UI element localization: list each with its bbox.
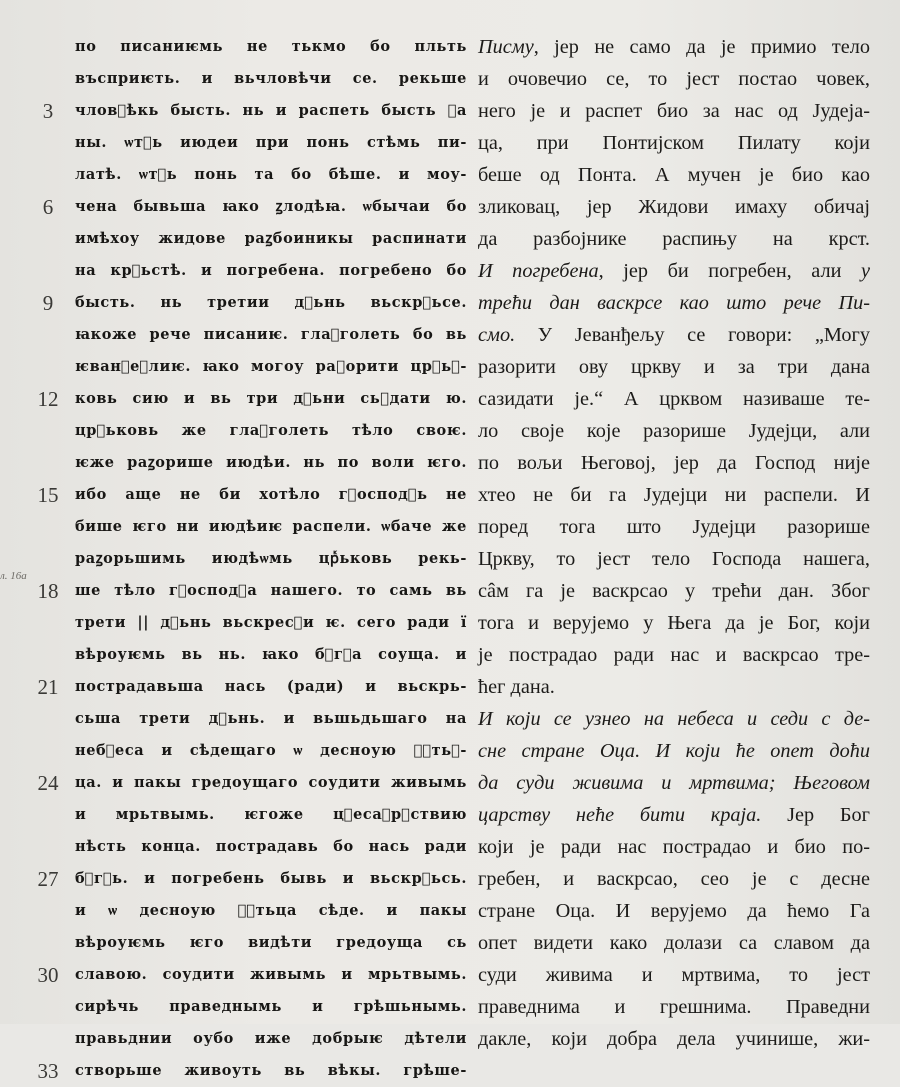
slavonic-text-line: ца. и пакы гредоущаго соудити живымь (75, 774, 467, 791)
serbian-text-line (478, 383, 870, 415)
serbian-text-line (478, 511, 870, 543)
text-segment: разорити ову цркву и за три дана (478, 356, 870, 378)
text-segment: по вољи Његовој, јер да Господ није (478, 452, 870, 474)
slavonic-text-line: на крⷮьстѣ. и погребена. погребено бо (75, 262, 467, 279)
text-segment: сазидати је.“ А црквом називаше те- (478, 388, 870, 410)
line-number: 27 (37, 867, 59, 891)
serbian-text-line (478, 31, 870, 63)
line-number: 30 (37, 963, 59, 987)
slavonic-text-line: сьша трети дⷮьнь. и вьшьдьшаго на (75, 710, 467, 727)
slavonic-text-line: ковь сию и вь три дⷮьни сьꙁдати ю. (75, 390, 467, 407)
italic-creed-segment: Писму (478, 36, 534, 58)
slavonic-text-line: раꙁорьшимь июдѣѡмь црⷦьковь рекь- (75, 550, 467, 567)
line-number: 24 (37, 771, 59, 795)
line-number: 21 (37, 675, 59, 699)
slavonic-text-line: ꙗкоже рече писаниѥ. глаⷭголеть бо вь (75, 326, 467, 343)
text-segment: опет видети како долази са славом да (478, 932, 870, 954)
text-segment: праведнима и грешнима. Праведни (478, 996, 870, 1018)
serbian-text-line (478, 607, 870, 639)
folio-margin-note: л. 16а (0, 570, 27, 582)
slavonic-text-line: бⷪгⷪь. и погребень бывь и вьскрⷮьсь. (75, 870, 467, 887)
italic-creed-segment: да суди живима и мртвима; Његовом (478, 772, 870, 794)
serbian-text-line (478, 959, 870, 991)
slavonic-text-line: вѣроуѥмь ѥго видѣти гредоуща сь (75, 934, 467, 951)
slavonic-text-line: имѣхоу жидове раꙁбоиникы распинати (75, 230, 467, 247)
serbian-text-line (478, 159, 870, 191)
text-segment: и очовечио се, то јест постао човек, (478, 68, 870, 90)
text-segment: је пострадао ради нас и васкрсао тре- (478, 644, 870, 666)
serbian-text-line (478, 191, 870, 223)
slavonic-text-line: правьднии оубо иже добрыѥ дѣтели (75, 1030, 467, 1047)
slavonic-text-line: вѣроуѥмь вь нь. ꙗко бⷪгⷪа соуща. и (75, 646, 467, 663)
text-segment: У Јеванђељу се говори: „Могу (515, 324, 870, 346)
slavonic-text-line: латѣ. ѡтⷮь понь та бо бѣше. и моу- (75, 166, 467, 183)
serbian-text-line (478, 863, 870, 895)
serbian-text-line (478, 639, 870, 671)
serbian-text-line (478, 831, 870, 863)
italic-creed-segment: у (860, 260, 870, 282)
serbian-text-line (478, 479, 870, 511)
serbian-text-line (478, 287, 870, 319)
slavonic-text-line: трети || дⷮьнь вьскресⷭи ѥ. сего ради ї (75, 614, 467, 631)
serbian-translation-column (478, 31, 870, 1055)
text-segment: сâм га је васкрсао у трећи дан. Због (478, 580, 870, 602)
line-number: 12 (37, 387, 59, 411)
serbian-text-line (478, 319, 870, 351)
serbian-text-line (478, 351, 870, 383)
slavonic-text-line: и мрьтвымь. ѥгоже цⷭесаⷭрⷭствию (75, 806, 467, 823)
text-segment: ца, при Понтијском Пилату који (478, 132, 870, 154)
text-segment: , јер би погребен, али (598, 260, 861, 282)
text-segment: суди живима и мртвима, то јест (478, 964, 870, 986)
church-slavonic-column (75, 31, 467, 1087)
line-number: 6 (42, 195, 54, 219)
serbian-text-line (478, 95, 870, 127)
serbian-text-line (478, 447, 870, 479)
text-segment: који је ради нас пострадао и био по- (478, 836, 870, 858)
serbian-text-line (478, 799, 870, 831)
text-segment: беше од Понта. А мучен је био као (478, 164, 870, 186)
line-number: 18 (37, 579, 59, 603)
slavonic-text-line: створьше живоуть вь вѣкы. грѣше- (75, 1062, 467, 1079)
slavonic-text-line: ше тѣло гⷭосподⷭа нашего. то самь вь (75, 582, 467, 599)
serbian-text-line (478, 927, 870, 959)
italic-creed-segment: трећи дан васкрсе као што рече Пи- (478, 292, 870, 314)
text-segment: Цркву, то јест тело Господа нашега, (478, 548, 870, 570)
line-number: 15 (37, 483, 59, 507)
serbian-text-line (478, 895, 870, 927)
serbian-text-line (478, 223, 870, 255)
text-segment: ло своје које разорише Јудејци, али (478, 420, 870, 442)
serbian-text-line (478, 991, 870, 1023)
slavonic-text-line: ѥже раꙁорише июдѣи. нь по воли ѥго. (75, 454, 467, 471)
text-segment: ћег дана. (478, 676, 555, 698)
slavonic-text-line: въсприѥть. и вьчловѣчи се. рекьше (75, 70, 467, 87)
line-number: 33 (37, 1059, 59, 1083)
serbian-text-line (478, 767, 870, 799)
serbian-text-line (478, 735, 870, 767)
serbian-text-line (478, 415, 870, 447)
text-segment: хтео не би га Јудејци ни распели. И (478, 484, 870, 506)
serbian-text-line (478, 703, 870, 735)
slavonic-text-line: небⷷеса и сѣдещаго ѡ десноую ѡⷮтьⷦ- (75, 742, 467, 759)
slavonic-text-line: чловⷮѣкь бысть. нь и распеть бысть ꙁа (75, 102, 467, 119)
slavonic-text-line: бысть. нь третии дⷮьнь вьскрⷮьсе. (75, 294, 467, 311)
text-segment: Јер Бог (761, 804, 870, 826)
text-segment: гребен, и васкрсао, сео је с десне (478, 868, 870, 890)
text-segment: да разбојнике распињу на крст. (478, 228, 870, 250)
text-segment: зликовац, јер Жидови имаху обичај (478, 196, 870, 218)
slavonic-text-line: по писаниѥмь не тькмо бо пльть (75, 38, 467, 55)
serbian-text-line (478, 543, 870, 575)
text-segment: поред тога што Јудејци разорише (478, 516, 870, 538)
slavonic-text-line: славою. соудити живымь и мрьтвымь. (75, 966, 467, 983)
slavonic-text-line: ибо аще не би хотѣло гⷭосподⷭь не (75, 486, 467, 503)
text-segment: стране Оца. И верујемо да ћемо Га (478, 900, 870, 922)
slavonic-text-line: чена бывьша ꙗко ꙁлодѣꙗ. ѡбычаи бо (75, 198, 467, 215)
slavonic-text-line: бише ѥго ни июдѣиѥ распели. ѡбаче же (75, 518, 467, 535)
serbian-text-line (478, 671, 870, 703)
serbian-text-line (478, 1023, 870, 1055)
italic-creed-segment: И који се узнео на небеса и седи с де- (478, 708, 870, 730)
serbian-text-line (478, 255, 870, 287)
italic-creed-segment: сне стране Оца. И који ће опет доћи (478, 740, 870, 762)
slavonic-text-line: ны. ѡтⷮь июдеи при понь стѣмь пи- (75, 134, 467, 151)
text-segment: него је и распет био за нас од Јудеја- (478, 100, 870, 122)
slavonic-text-line: ѥванⷢеⷧлиѥ. ꙗко могоу раꙁорити црⷦьⷦ- (75, 358, 467, 375)
slavonic-text-line: пострадавьша нась (ради) и вьскрь- (75, 678, 467, 695)
italic-creed-segment: И погребена (478, 260, 599, 282)
slavonic-text-line: нѣсть конца. пострадавь бо нась ради (75, 838, 467, 855)
text-segment: , јер не само да је примио тело (533, 36, 870, 58)
italic-creed-segment: царству неће бити краја. (478, 804, 762, 826)
serbian-text-line (478, 63, 870, 95)
slavonic-text-line: сирѣчь праведнымь и грѣшьнымь. (75, 998, 467, 1015)
text-segment: дакле, који добра дела учинише, жи- (478, 1028, 870, 1050)
serbian-text-line (478, 127, 870, 159)
slavonic-text-line: и ѡ десноую ѡⷮтьца сѣде. и пакы (75, 902, 467, 919)
text-segment: тога и верујемо у Њега да је Бог, који (478, 612, 870, 634)
italic-creed-segment: смо. (478, 324, 516, 346)
line-number: 9 (42, 291, 54, 315)
line-number: 3 (42, 99, 54, 123)
slavonic-text-line: црⷦьковь же глаⷢголеть тѣло своѥ. (75, 422, 467, 439)
serbian-text-line (478, 575, 870, 607)
